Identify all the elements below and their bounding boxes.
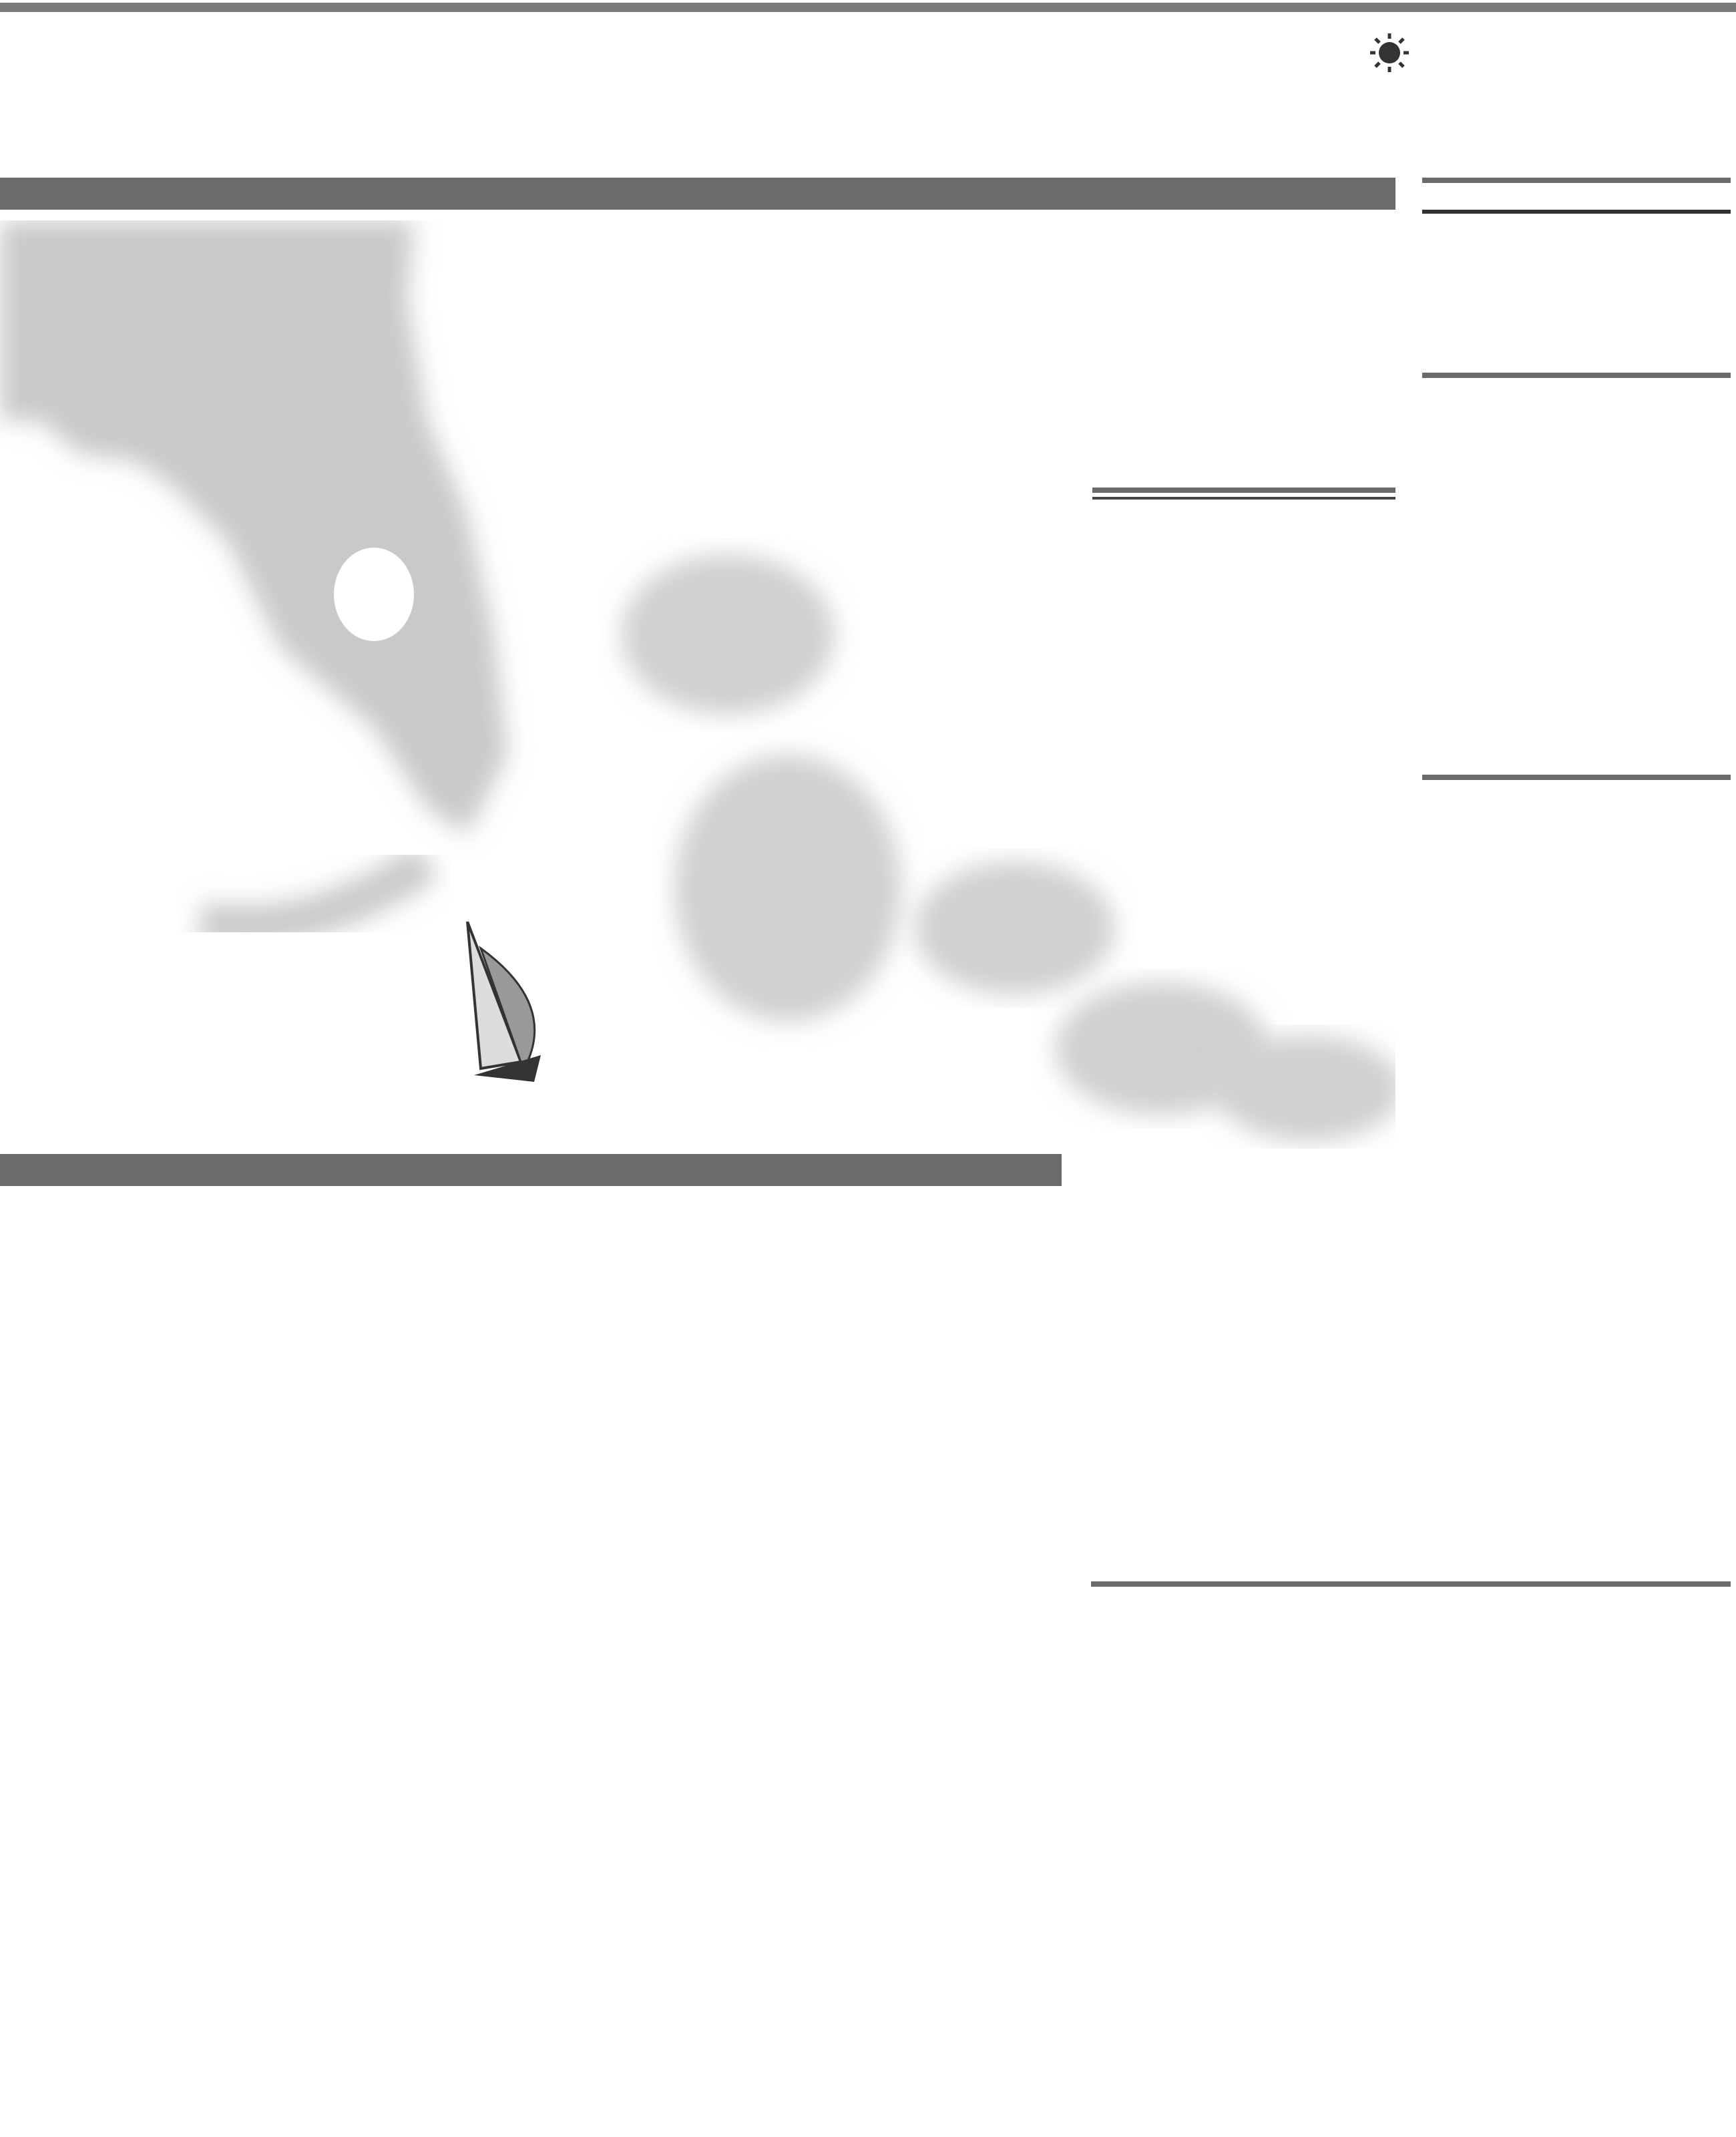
accuweather-sun-icon: [1369, 32, 1410, 73]
precipitation-label: [1092, 498, 1395, 500]
keys: [200, 861, 427, 926]
tides-panel: [1422, 373, 1731, 383]
lake-okeechobee: [334, 548, 414, 641]
bahamas-map: [0, 220, 1395, 1149]
sun-moon-panel: [1422, 775, 1731, 797]
florida-landmass: [0, 220, 507, 835]
almanac-header: [1092, 488, 1395, 493]
tracking-header: [0, 1154, 1062, 1186]
sailboat-icon: [454, 922, 561, 1095]
uv-panel: [1422, 178, 1731, 235]
credit: [1148, 801, 1402, 819]
sun-moon-header: [1422, 775, 1731, 780]
almanac-panel: [1092, 488, 1395, 500]
tracking-map: [0, 1195, 1062, 2064]
marine-panel: [1091, 1581, 1731, 1591]
map-legend: [0, 2072, 1062, 2132]
uv-header: [1422, 178, 1731, 183]
tides-header: [1422, 373, 1731, 378]
marine-header: [1091, 1581, 1731, 1587]
top-rule: [0, 3, 1736, 12]
